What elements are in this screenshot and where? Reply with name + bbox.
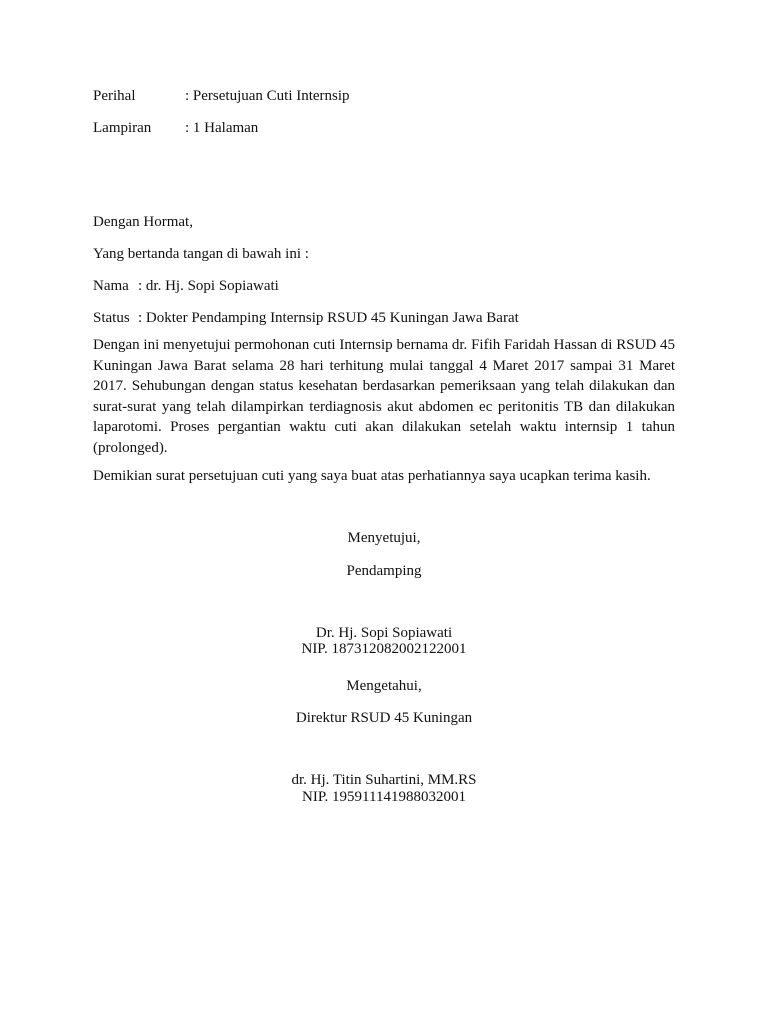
perihal-label: Perihal [93,88,136,104]
status-row [93,309,519,327]
acknowledgement-nip: NIP. 195911141988032001 [302,789,466,805]
approval-heading: Menyetujui, [347,530,421,546]
perihal-value: : Persetujuan Cuti Internsip [185,88,350,104]
approval-nip: NIP. 187312082002122001 [301,641,467,657]
nama-value: : dr. Hj. Sopi Sopiawati [138,278,279,294]
nama-row [93,277,279,295]
status-label: Status [93,310,130,326]
status-value: : Dokter Pendamping Internsip RSUD 45 Kuningan Jawa Barat [138,310,519,326]
approval-role: Pendamping [346,563,422,579]
greeting: Dengan Hormat, [93,214,193,230]
perihal-row [93,87,350,105]
approval-name: Dr. Hj. Sopi Sopiawati [315,625,453,641]
body-paragraph: Dengan ini menyetujui permohonan cuti Internsip bernama dr. Fifih Faridah Hassan di RSUD 45 Kuningan Jawa Barat selama 28 hari terhitung mulai tanggal 4 Maret 2017 sampai 31 Maret 2017. Sehubungan dengan status kesehatan berdasarkan pemeriksaan yang telah dilakukan dan surat-surat yang telah dilampirkan terdiagnosis akut abdomen ec peritonitis TB dan dilakukan laparotomi. Proses pergantian waktu cuti akan dilakukan setelah waktu internsip 1 tahun (prolonged). [93,337,675,456]
acknowledgement-name: dr. Hj. Titin Suhartini, MM.RS [291,772,477,788]
acknowledgement-role: Direktur RSUD 45 Kuningan [295,710,473,726]
intro-text: Yang bertanda tangan di bawah ini : [93,246,309,262]
nama-label: Nama [93,278,129,294]
lampiran-label: Lampiran [93,120,152,136]
acknowledgement-heading: Mengetahui, [346,678,422,694]
closing-text: Demikian surat persetujuan cuti yang saya buat atas perhatiannya saya ucapkan terima kasih. [93,468,651,484]
lampiran-row [93,119,258,137]
lampiran-value: : 1 Halaman [185,120,259,136]
